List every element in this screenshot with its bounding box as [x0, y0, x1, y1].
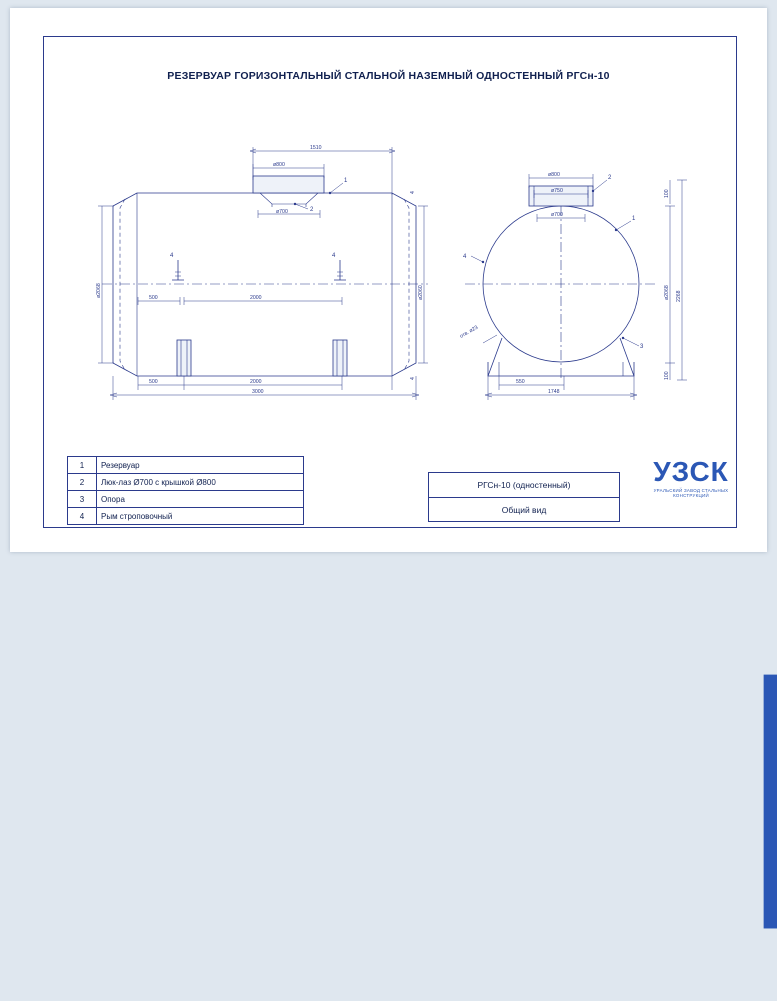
- svg-text:4: 4: [410, 191, 416, 194]
- dim-total-3000: 3000: [252, 389, 264, 395]
- dim-bottom-500: 500: [149, 379, 158, 385]
- factory-icon: [639, 457, 777, 1001]
- legend-number: 3: [68, 491, 97, 508]
- table-row: [68, 491, 304, 508]
- dim-side-hatch-flange: ø750: [551, 188, 563, 194]
- dim-side-hatch-outer: ø800: [548, 172, 560, 178]
- page-title: РЕЗЕРВУАР ГОРИЗОНТАЛЬНЫЙ СТАЛЬНОЙ НАЗЕМНЫЙ ОДНОСТЕННЫЙ РГСн-10: [167, 70, 610, 82]
- legend-number: 2: [68, 474, 97, 491]
- callout-3-side: 3: [640, 344, 644, 350]
- callout-1-front: 1: [344, 178, 348, 184]
- logo-subtitle: УРАЛЬСКИЙ ЗАВОД СТАЛЬНЫХ КОНСТРУКЦИЙ: [653, 488, 729, 498]
- title-block: [428, 472, 620, 522]
- dim-side-hatch-inner: ø700: [551, 212, 563, 218]
- svg-text:4: 4: [410, 377, 416, 380]
- legend-label: Рым строповочный: [97, 508, 304, 525]
- dim-side-top-100: 100: [664, 189, 670, 198]
- legend-number: 4: [68, 508, 97, 525]
- dim-side-bottom-100: 100: [664, 371, 670, 380]
- callout-2-front: 2: [310, 207, 314, 213]
- legend-table: [67, 456, 304, 525]
- note-bolt-holes: отв. ø23: [459, 324, 480, 340]
- legend-number: 1: [68, 457, 97, 474]
- dim-base-1748: 1748: [548, 389, 560, 395]
- callout-4-left: 4: [170, 253, 174, 259]
- dim-right-diameter: ø2060: [418, 285, 424, 300]
- table-row: [68, 457, 304, 474]
- legend-label: Люк-лаз Ø700 с крышкой Ø800: [97, 474, 304, 491]
- dim-side-height: 2268: [676, 290, 682, 302]
- dim-left-diameter: ø2068: [96, 283, 102, 298]
- callout-1-side: 1: [632, 216, 636, 222]
- dim-top-length: 1510: [310, 145, 322, 151]
- drawing-sheet: [10, 8, 767, 552]
- dim-inner-2000: 2000: [250, 295, 262, 301]
- logo-mark: УЗСК: [653, 456, 729, 487]
- dim-inner-500: 500: [149, 295, 158, 301]
- title-block-sheet: Общий вид: [501, 504, 547, 515]
- table-row: [68, 474, 304, 491]
- company-logo: [637, 457, 745, 517]
- callout-4-right: 4: [332, 253, 336, 259]
- dim-hatch-inner: ø700: [276, 209, 288, 215]
- dim-support-550: 550: [516, 379, 525, 385]
- legend-label: Опора: [97, 491, 304, 508]
- legend-label: Резервуар: [97, 457, 304, 474]
- dim-bottom-2000: 2000: [250, 379, 262, 385]
- table-row: [68, 508, 304, 525]
- dim-side-diameter: ø2068: [664, 285, 670, 300]
- callout-2-side: 2: [608, 175, 612, 181]
- title-block-name: РГСн-10 (одностенный): [429, 473, 619, 498]
- dim-hatch-outer: ø800: [273, 162, 285, 168]
- callout-4-side: 4: [463, 254, 467, 260]
